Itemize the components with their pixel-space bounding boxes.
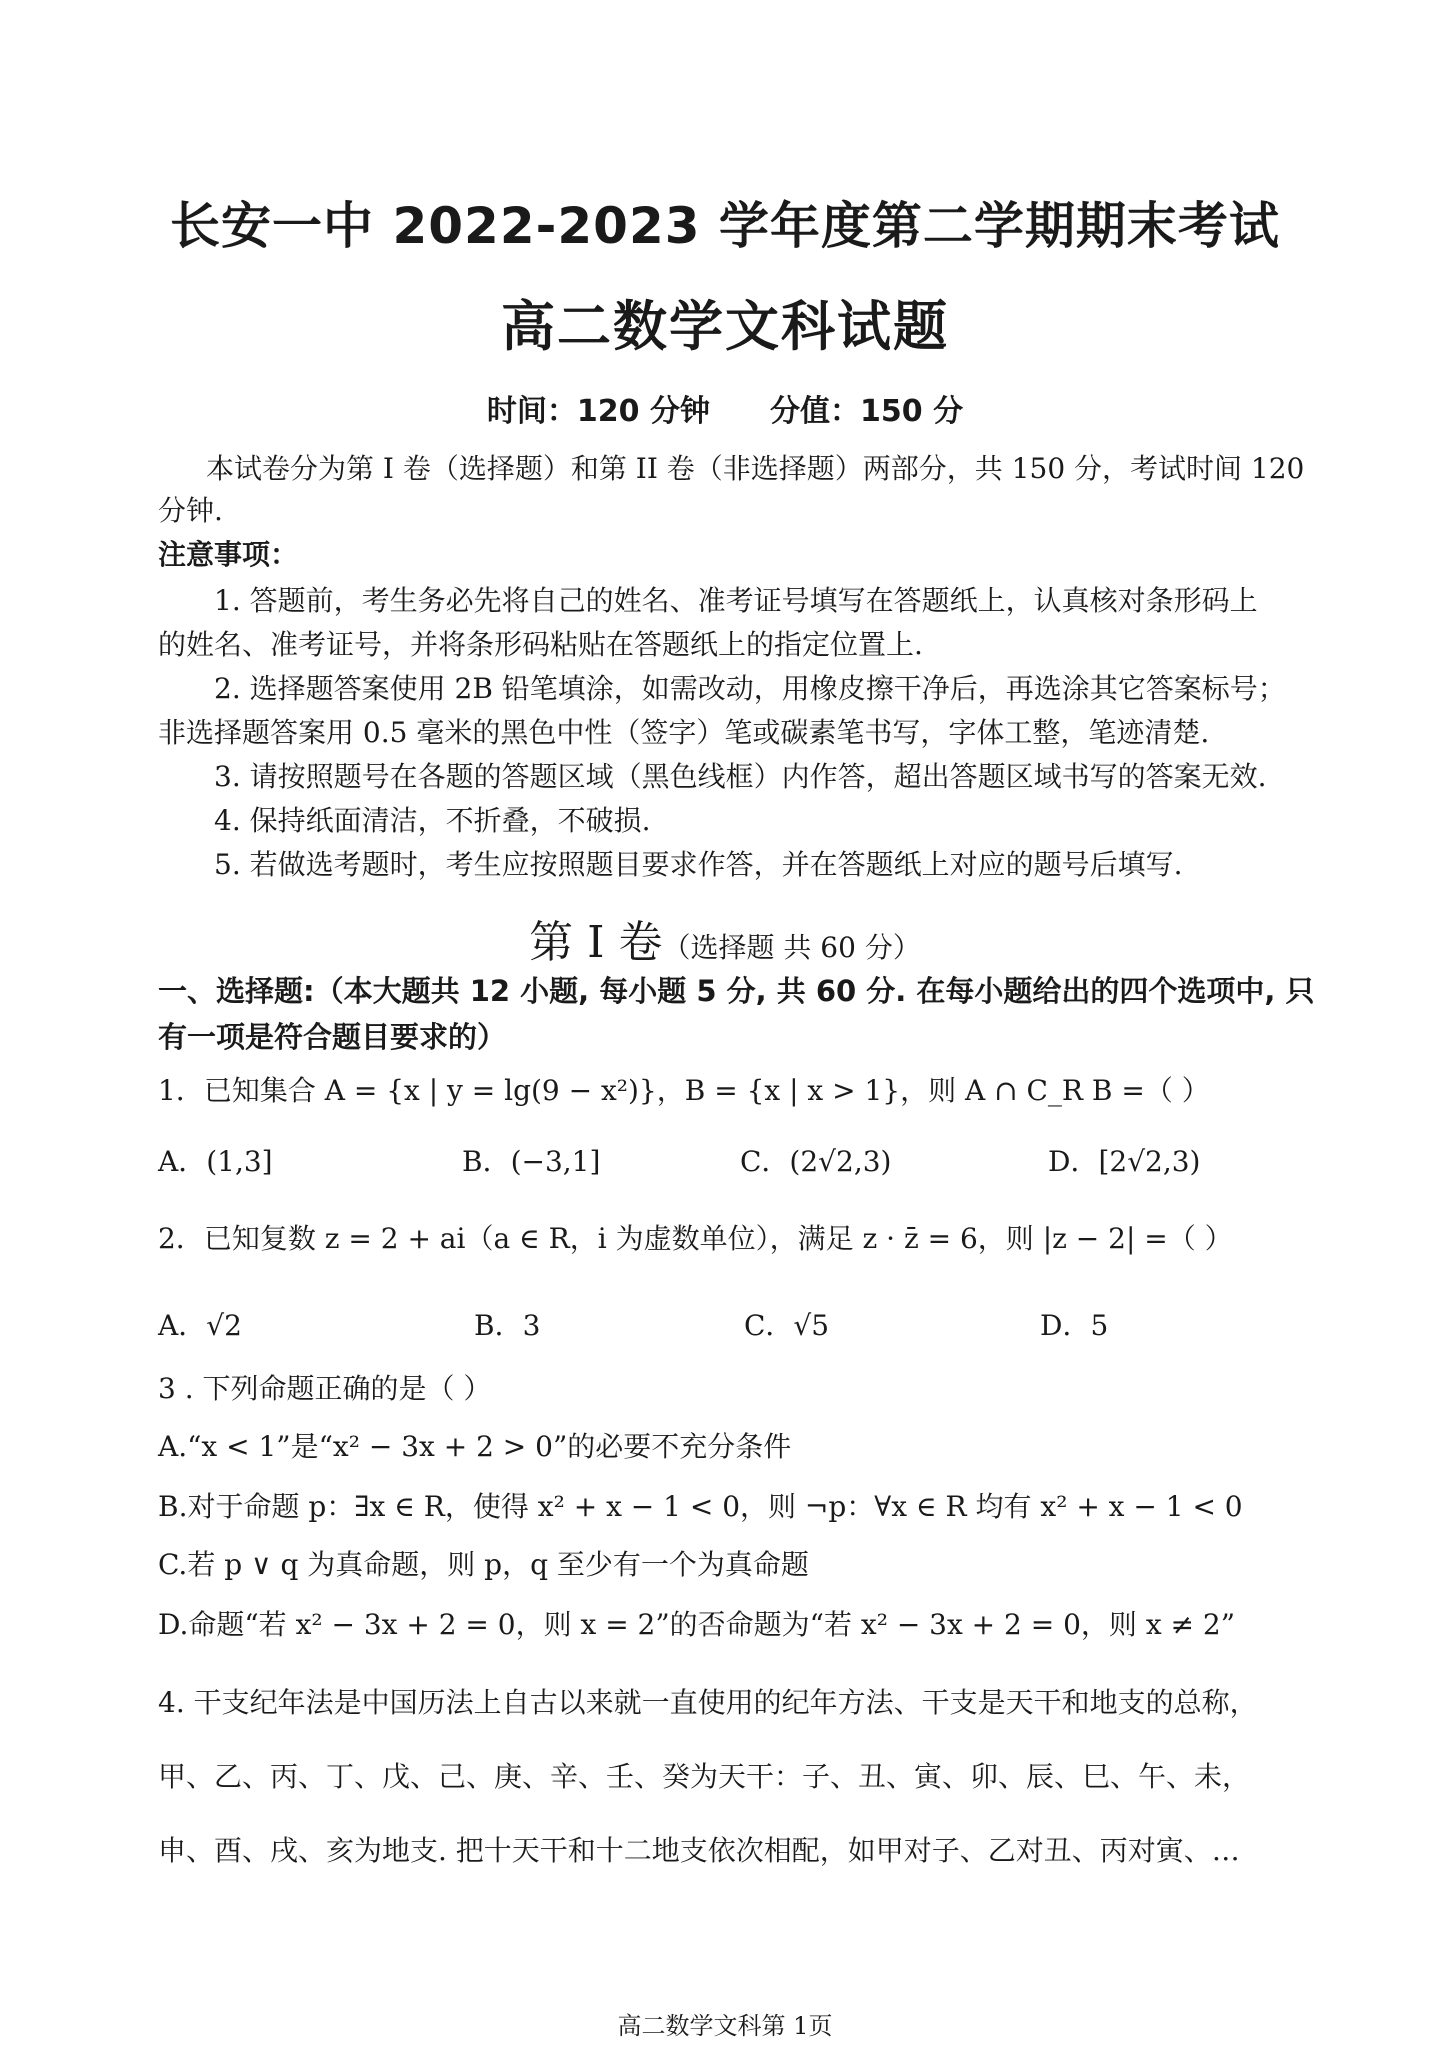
- q1-option-d: D．[2√2,3): [1048, 1145, 1201, 1178]
- q2-option-a: A．√2: [158, 1309, 242, 1342]
- score-label: 分值：150 分: [770, 394, 964, 429]
- q4-line-1: 4. 干支纪年法是中国历法上自古以来就一直使用的纪年方法、干支是天干和地支的总称，: [158, 1686, 1258, 1719]
- note-1b: 的姓名、准考证号，并将条形码粘贴在答题纸上的指定位置上.: [158, 628, 923, 661]
- note-1a: 1. 答题前，考生务必先将自己的姓名、准考证号填写在答题纸上，认真核对条形码上: [214, 584, 1258, 617]
- q1-stem: 1．已知集合 A = {x | y = lg(9 − x²)}，B = {x | x > 1}，则 A ∩ C_R B =（ ）: [158, 1074, 1210, 1107]
- note-4: 4. 保持纸面清洁，不折叠，不破损.: [214, 804, 651, 837]
- q3-option-c: C.若 p ∨ q 为真命题，则 p，q 至少有一个为真命题: [158, 1548, 809, 1581]
- section-title-main: 第 I 卷: [529, 917, 663, 968]
- intro-line-2: 分钟.: [158, 494, 223, 527]
- q4-line-2: 甲、乙、丙、丁、戊、己、庚、辛、壬、癸为天干：子、丑、寅、卯、辰、巳、午、未，: [158, 1760, 1251, 1793]
- section-instruction-b: 有一项是符合题目要求的）: [158, 1020, 507, 1054]
- q2-stem: 2．已知复数 z = 2 + ai（a ∈ R，i 为虚数单位），满足 z · z̄ = 6，则 |z − 2| =（ ）: [158, 1222, 1233, 1255]
- note-3: 3. 请按照题号在各题的答题区域（黑色线框）内作答，超出答题区域书写的答案无效.: [214, 760, 1267, 793]
- q2-option-b: B．3: [474, 1309, 541, 1342]
- q2-option-d: D．5: [1040, 1309, 1109, 1342]
- q2-option-c: C．√5: [744, 1309, 830, 1342]
- time-label: 时间：120 分钟: [486, 394, 710, 429]
- section-title: [0, 906, 1450, 970]
- section-title-note: （选择题 共 60 分）: [662, 931, 921, 964]
- page-footer: 高二数学文科第 1页: [617, 2012, 833, 2040]
- section-instruction-a: 一、选择题:（本大题共 12 小题, 每小题 5 分, 共 60 分. 在每小题给出的四个选项中, 只: [158, 974, 1315, 1008]
- note-2a: 2. 选择题答案使用 2B 铅笔填涂，如需改动，用橡皮擦干净后，再选涂其它答案标号；: [214, 672, 1286, 705]
- note-5: 5. 若做选考题时，考生应按照题目要求作答，并在答题纸上对应的题号后填写.: [214, 848, 1183, 881]
- intro-line-1: 本试卷分为第 I 卷（选择题）和第 II 卷（非选择题）两部分，共 150 分，考试时间 120: [206, 452, 1305, 485]
- q3-option-b: B.对于命题 p：∃x ∈ R，使得 x² + x − 1 < 0，则 ¬p：∀x ∈ R 均有 x² + x − 1 < 0: [158, 1490, 1243, 1523]
- q3-option-a: A.“x < 1”是“x² − 3x + 2 > 0”的必要不充分条件: [158, 1430, 792, 1463]
- note-2b: 非选择题答案用 0.5 毫米的黑色中性（签字）笔或碳素笔书写，字体工整，笔迹清楚.: [158, 716, 1210, 749]
- notes-heading: 注意事项：: [158, 538, 299, 571]
- q3-stem: 3 . 下列命题正确的是（ ）: [158, 1372, 492, 1405]
- q1-option-c: C．(2√2,3): [740, 1145, 892, 1178]
- exam-subtitle: 高二数学文科试题: [501, 295, 949, 358]
- q1-option-a: A．(1,3]: [158, 1145, 273, 1178]
- time-score-line: [0, 386, 1450, 430]
- q3-option-d: D.命题“若 x² − 3x + 2 = 0，则 x = 2”的否命题为“若 x² − 3x + 2 = 0，则 x ≠ 2”: [158, 1608, 1236, 1641]
- q4-line-3: 申、酉、戌、亥为地支. 把十天干和十二地支依次相配，如甲对子、乙对丑、丙对寅、…: [158, 1834, 1240, 1867]
- q1-option-b: B．(−3,1]: [462, 1145, 601, 1178]
- exam-title: 长安一中 2022-2023 学年度第二学期期末考试: [170, 197, 1280, 255]
